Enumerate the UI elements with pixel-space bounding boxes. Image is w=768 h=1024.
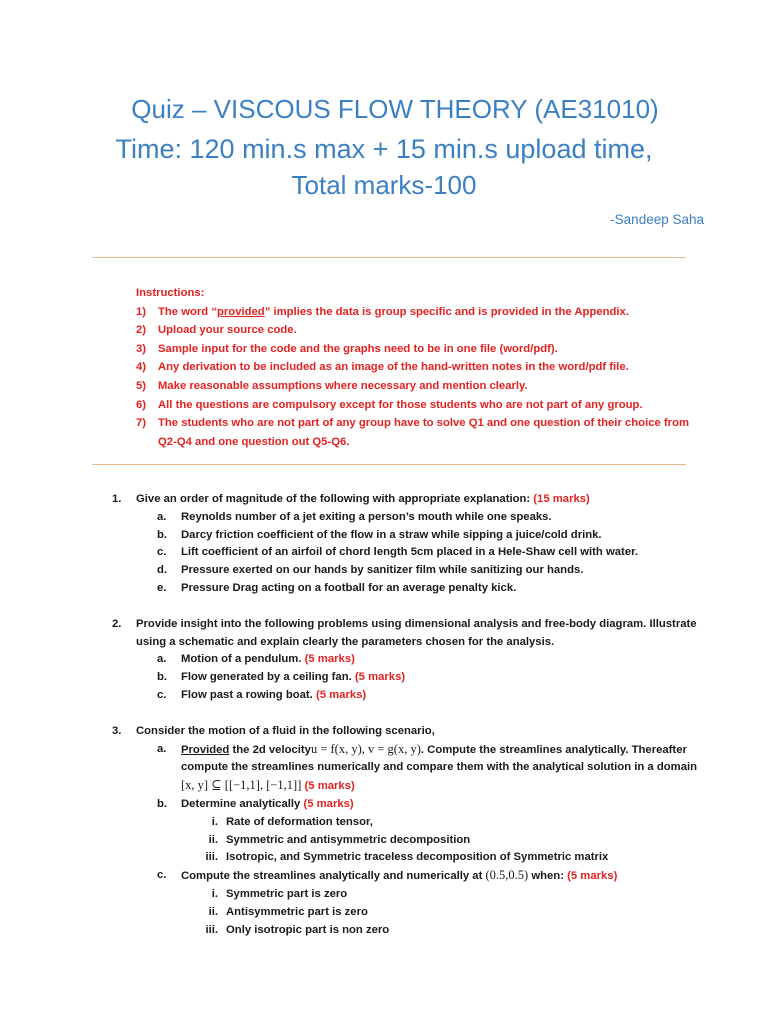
- spacer: [112, 598, 712, 616]
- sub-question-letter: d.: [157, 564, 168, 577]
- sub-question-letter: c.: [157, 688, 167, 701]
- sub-sub-question: [112, 922, 712, 940]
- instruction-number: 3): [136, 342, 147, 355]
- instruction-item: [136, 396, 696, 415]
- instruction-item: [136, 321, 696, 340]
- sub-question-text: [181, 741, 712, 796]
- instruction-item: [136, 358, 696, 377]
- sub-sub-question-text: Isotropic, and Symmetric traceless decomposition of Symmetric matrix: [226, 851, 609, 864]
- sub-question-letter: e.: [157, 581, 167, 594]
- time-line: Time: 120 min.s max + 15 min.s upload time,: [115, 134, 653, 164]
- sub-question-text: Darcy friction coefficient of the flow in a straw while sipping a juice/cold drink.: [181, 528, 602, 541]
- marks-label: (15 marks): [533, 493, 590, 505]
- sub-question-letter: b.: [157, 671, 168, 684]
- sub-question-text: [181, 867, 617, 886]
- sub-sub-question-text: Symmetric and antisymmetric decomposition: [226, 833, 471, 846]
- sub-question-letter: c.: [157, 546, 167, 559]
- roman-numeral: i.: [211, 887, 218, 900]
- sub-question-text: Reynolds number of a jet exiting a person’s mouth while one speaks.: [181, 510, 552, 523]
- instruction-number: 7): [136, 417, 147, 430]
- sub-question: [112, 687, 712, 705]
- author-name: -Sandeep Saha: [610, 212, 704, 227]
- instruction-text: [158, 303, 629, 322]
- sub-question-text: [181, 796, 354, 814]
- sub-question-letter: c.: [157, 869, 167, 882]
- spacer: [112, 705, 712, 723]
- question-text: Consider the motion of a fluid in the following scenario,: [136, 724, 435, 737]
- instructions-heading: Instructions:: [136, 287, 205, 299]
- sub-sub-question: [112, 886, 712, 904]
- sub-question-text-part: Flow past a rowing boat.: [181, 688, 316, 701]
- question-text: [136, 491, 712, 509]
- sub-question-letter: a.: [157, 653, 167, 666]
- sub-question-letter: a.: [157, 510, 167, 523]
- point-expression: (0.5,0.5): [485, 868, 529, 883]
- sub-question: [112, 669, 712, 687]
- sub-question-text-part: the 2d velocity: [229, 743, 311, 756]
- question-text-part: Give an order of magnitude of the following with appropriate explanation:: [136, 493, 534, 505]
- provided-word: Provided: [181, 743, 230, 756]
- instruction-text: The students who are not part of any group have to solve Q1 and one question of their choice from Q2-Q4 and one question out Q5-Q6.: [158, 417, 690, 448]
- sub-sub-question: [112, 904, 712, 922]
- question-number: 3.: [112, 724, 122, 737]
- instruction-text: Make reasonable assumptions where necessary and mention clearly.: [158, 379, 528, 392]
- sub-question: [112, 796, 712, 814]
- sub-question: [112, 544, 712, 562]
- instruction-number: 1): [136, 305, 147, 318]
- sub-question-letter: b.: [157, 797, 168, 810]
- questions-list: [112, 491, 712, 939]
- provided-word: provided: [217, 305, 265, 318]
- instruction-item: [136, 377, 696, 396]
- marks-label: (5 marks): [304, 780, 355, 793]
- sub-question-text: [181, 651, 355, 669]
- top-divider: [92, 257, 686, 258]
- sub-sub-question-text: Symmetric part is zero: [226, 887, 348, 900]
- sub-sub-question: [112, 832, 712, 850]
- sub-sub-question-text: Only isotropic part is non zero: [226, 923, 390, 936]
- instruction-item: [136, 303, 696, 322]
- question-3: [112, 723, 712, 741]
- marks-label: (5 marks): [567, 870, 618, 883]
- sub-question-text-part: when:: [528, 870, 568, 883]
- instructions-block: [136, 284, 696, 451]
- sub-question: [112, 867, 712, 886]
- marks-label: (5 marks): [315, 688, 367, 701]
- sub-question: [112, 562, 712, 580]
- sub-sub-question: [112, 814, 712, 832]
- total-marks-line: Total marks-100: [291, 170, 477, 200]
- sub-question: [112, 527, 712, 545]
- instruction-item: [136, 414, 696, 451]
- instruction-number: 5): [136, 379, 147, 392]
- sub-question-text-part: Motion of a pendulum.: [181, 653, 305, 666]
- instruction-text: Upload your source code.: [158, 324, 297, 337]
- roman-numeral: iii.: [205, 851, 218, 864]
- sub-question-text: Pressure Drag acting on a football for an average penalty kick.: [181, 581, 517, 594]
- sub-question-text: Pressure exerted on our hands by sanitizer film while sanitizing our hands.: [181, 564, 584, 577]
- instruction-item: [136, 340, 696, 359]
- sub-question-text-part: Flow generated by a ceiling fan.: [181, 671, 355, 684]
- sub-sub-question-text: Rate of deformation tensor,: [226, 815, 373, 828]
- sub-question: [112, 580, 712, 598]
- sub-question-text-part: Determine analytically: [181, 797, 304, 810]
- sub-sub-question-text: Antisymmetric part is zero: [226, 905, 368, 918]
- sub-question-letter: b.: [157, 528, 168, 541]
- question-number: 1.: [112, 493, 122, 505]
- instruction-text: All the questions are compulsory except for those students who are not part of any group.: [158, 398, 643, 411]
- sub-question-letter: a.: [157, 742, 167, 755]
- instruction-number: 6): [136, 398, 147, 411]
- sub-question: [112, 509, 712, 527]
- sub-question: [112, 741, 712, 796]
- domain-expression: [x, y] ⊆ [[−1,1], [−1,1]]: [181, 778, 302, 793]
- question-2: [112, 616, 712, 652]
- roman-numeral: ii.: [208, 905, 218, 918]
- instruction-text-part: ” implies the data is group specific and is provided in the Appendix.: [264, 305, 629, 318]
- roman-numeral: i.: [211, 815, 218, 828]
- sub-question-text-part: . Compute the streamlines analytically. Thereafter compute the streamlines numerically and compare them with the analytical solution in a domain: [181, 743, 698, 774]
- question-number: 2.: [112, 617, 122, 630]
- instruction-number: 2): [136, 324, 147, 337]
- instruction-number: 4): [136, 361, 147, 374]
- sub-sub-question: [112, 849, 712, 867]
- question-1: [112, 491, 712, 509]
- bottom-divider: [92, 464, 686, 465]
- sub-question-text: [181, 669, 405, 687]
- question-text: Provide insight into the following problems using dimensional analysis and free-body diagram. Illustrate using a schematic and explain clearly the parameters chosen for the analysis.: [136, 617, 697, 648]
- quiz-title: Quiz – VISCOUS FLOW THEORY (AE31010): [131, 94, 659, 124]
- sub-question-text-part: Compute the streamlines analytically and numerically at: [181, 870, 486, 883]
- instruction-text: Any derivation to be included as an image of the hand-written notes in the word/pdf file.: [158, 361, 629, 374]
- velocity-equation: u = f(x, y), v = g(x, y): [310, 741, 421, 756]
- marks-label: (5 marks): [304, 653, 355, 666]
- sub-question-text: Lift coefficient of an airfoil of chord length 5cm placed in a Hele-Shaw cell with water.: [181, 546, 638, 559]
- marks-label: (5 marks): [354, 671, 406, 684]
- sub-question-text: [181, 687, 366, 705]
- roman-numeral: iii.: [205, 923, 218, 936]
- marks-label: (5 marks): [303, 797, 354, 810]
- sub-question: [112, 651, 712, 669]
- instruction-text: Sample input for the code and the graphs need to be in one file (word/pdf).: [158, 342, 558, 355]
- roman-numeral: ii.: [208, 833, 218, 846]
- instruction-text-part: The word “: [158, 305, 217, 318]
